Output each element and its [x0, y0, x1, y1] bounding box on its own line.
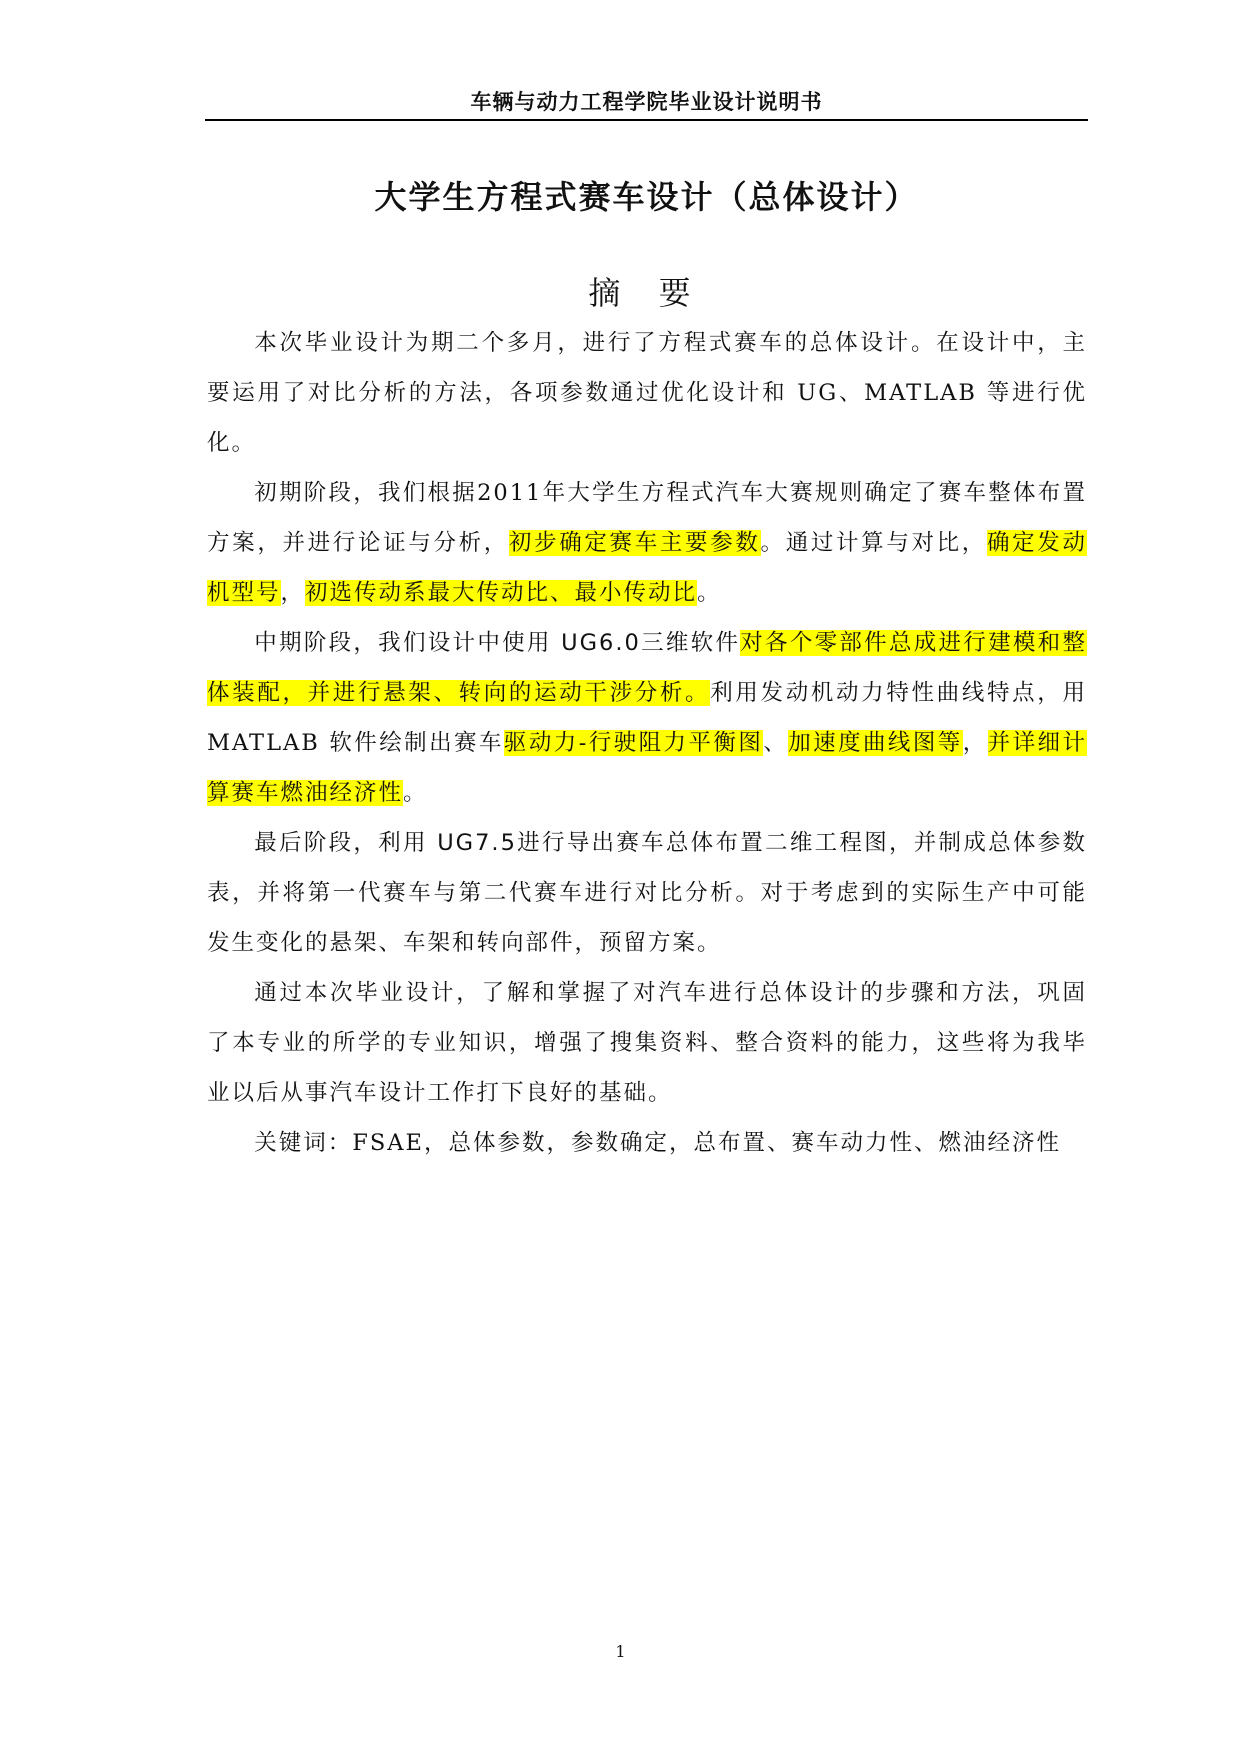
text-run: 最后阶段，利用 — [254, 830, 438, 856]
paragraph-3 — [207, 618, 1087, 818]
paragraph-1 — [207, 318, 1087, 468]
highlighted-text: 并详细计算赛车燃油经济性 — [207, 730, 1087, 806]
text-run: 进行导出赛车总体布置二维工程图，并制成总体参数表，并将第一代赛车与第二代赛车进行对比分析。对于考虑到的实际生产中可能发生变化的悬架、车架和转向部件，预留方案。 — [207, 830, 1087, 956]
text-run: 利用发动机动力特性曲线特点，用 MATLAB 软件绘制出赛车 — [207, 680, 1087, 756]
highlighted-text: 确定发动机型号 — [207, 530, 1087, 606]
paragraph-2 — [207, 468, 1087, 618]
text-run: ， — [280, 580, 306, 606]
paragraph-5 — [207, 968, 1087, 1118]
running-header-title: 车辆与动力工程学院毕业设计说明书 — [470, 90, 823, 114]
text-run: 三维软件 — [640, 630, 741, 656]
keywords-label: 关键词： — [254, 1130, 353, 1156]
text-run: 。通过计算与对比， — [760, 530, 987, 556]
highlighted-text: 初步确定赛车主要参数 — [508, 530, 761, 556]
abstract-heading: 摘 要 — [588, 274, 705, 312]
header-divider — [205, 119, 1088, 121]
software-version-text: UG6.0 — [561, 630, 641, 656]
highlighted-text: 初选传动系最大传动比、最小传动比 — [305, 580, 698, 606]
text-run: ， — [962, 730, 988, 756]
software-version-text: UG7.5 — [437, 830, 517, 856]
abstract-body — [207, 318, 1087, 1168]
text-run: 中期阶段，我们设计中使用 — [254, 630, 562, 656]
highlighted-text: 对各个零部件总成进行建模和整体装配，并进行悬架、转向的运动干涉分析。 — [207, 630, 1087, 706]
document-title: 大学生方程式赛车设计（总体设计） — [374, 178, 919, 216]
text-run: 本次毕业设计为期二个多月，进行了方程式赛车的总体设计。在设计中，主要运用了对比分析的方法，各项参数通过优化设计和 UG、MATLAB 等进行优化。 — [207, 330, 1087, 456]
highlighted-text: 驱动力-行驶阻力平衡图 — [503, 730, 764, 756]
keywords-text: FSAE，总体参数，参数确定，总布置、赛车动力性、燃油经济性 — [352, 1130, 1061, 1156]
paragraph-4 — [207, 818, 1087, 968]
text-run: 。 — [697, 580, 722, 606]
text-run: 。 — [403, 780, 428, 806]
text-run: 初期阶段，我们根据2011年大学生方程式汽车大赛规则确定了赛车整体布置方案，并进行论证与分析， — [207, 480, 1087, 556]
page-number: 1 — [615, 1642, 626, 1661]
highlighted-text: 加速度曲线图等 — [788, 730, 963, 756]
text-run: 通过本次毕业设计，了解和掌握了对汽车进行总体设计的步骤和方法，巩固了本专业的所学的专业知识，增强了搜集资料、整合资料的能力，这些将为我毕业以后从事汽车设计工作打下良好的基础。 — [207, 980, 1087, 1106]
text-run: 、 — [763, 730, 789, 756]
keywords-line — [207, 1118, 1087, 1168]
